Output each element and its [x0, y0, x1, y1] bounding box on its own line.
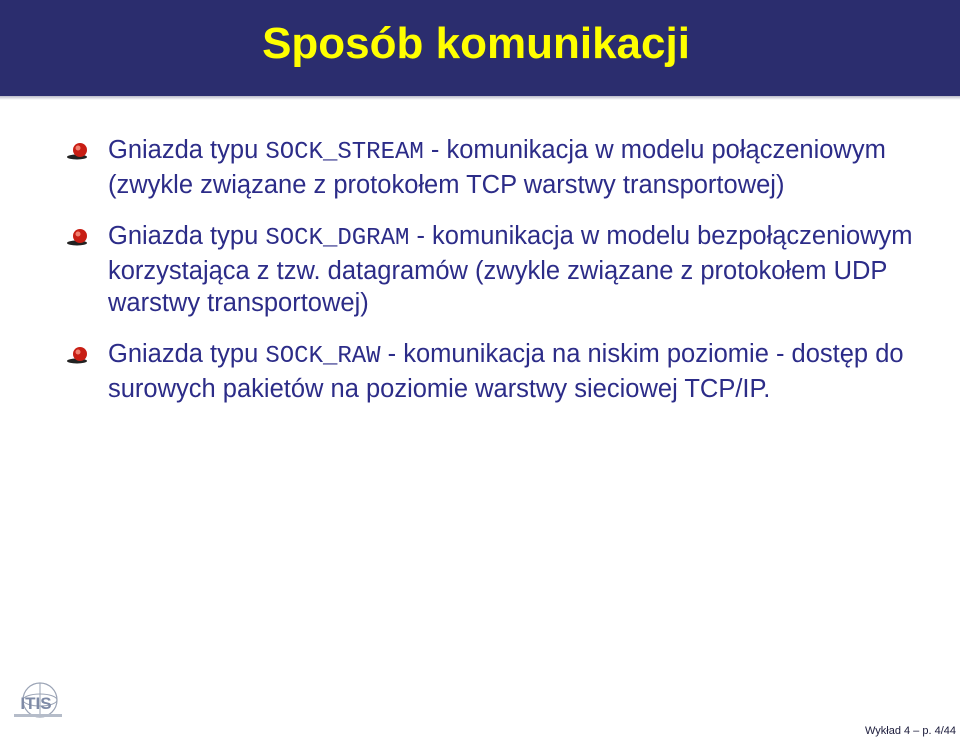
list-item	[108, 220, 938, 319]
ball-bullet-icon	[66, 141, 90, 161]
slide-title: Sposób komunikacji	[262, 19, 690, 68]
logo-text: ITIS	[20, 694, 52, 713]
item-code: SOCK_RAW	[265, 343, 381, 370]
item-text: - komunikacja w modelu połączeniowym (zwykle związane z protokołem TCP warstwy transportowej)	[108, 136, 886, 199]
itis-logo	[8, 680, 68, 724]
item-prefix: Gniazda typu	[108, 222, 266, 250]
ball-bullet-icon	[66, 345, 90, 365]
item-prefix: Gniazda typu	[108, 136, 266, 164]
bullet-list	[108, 134, 938, 424]
item-text: - komunikacja w modelu bezpołączeniowym korzystająca z tzw. datagramów (zwykle związane z protokołem UDP warstwy transportowej)	[108, 222, 913, 317]
page-footer: Wykład 4 – p. 4/44	[864, 725, 956, 737]
item-code: SOCK_DGRAM	[265, 225, 410, 252]
list-item	[108, 338, 938, 405]
item-text: - komunikacja na niskim poziomie - dostęp do surowych pakietów na poziomie warstwy sieciowej TCP/IP.	[108, 340, 904, 403]
item-prefix: Gniazda typu	[108, 340, 266, 368]
item-code: SOCK_STREAM	[265, 139, 424, 166]
ball-bullet-icon	[66, 227, 90, 247]
list-item	[108, 134, 938, 201]
